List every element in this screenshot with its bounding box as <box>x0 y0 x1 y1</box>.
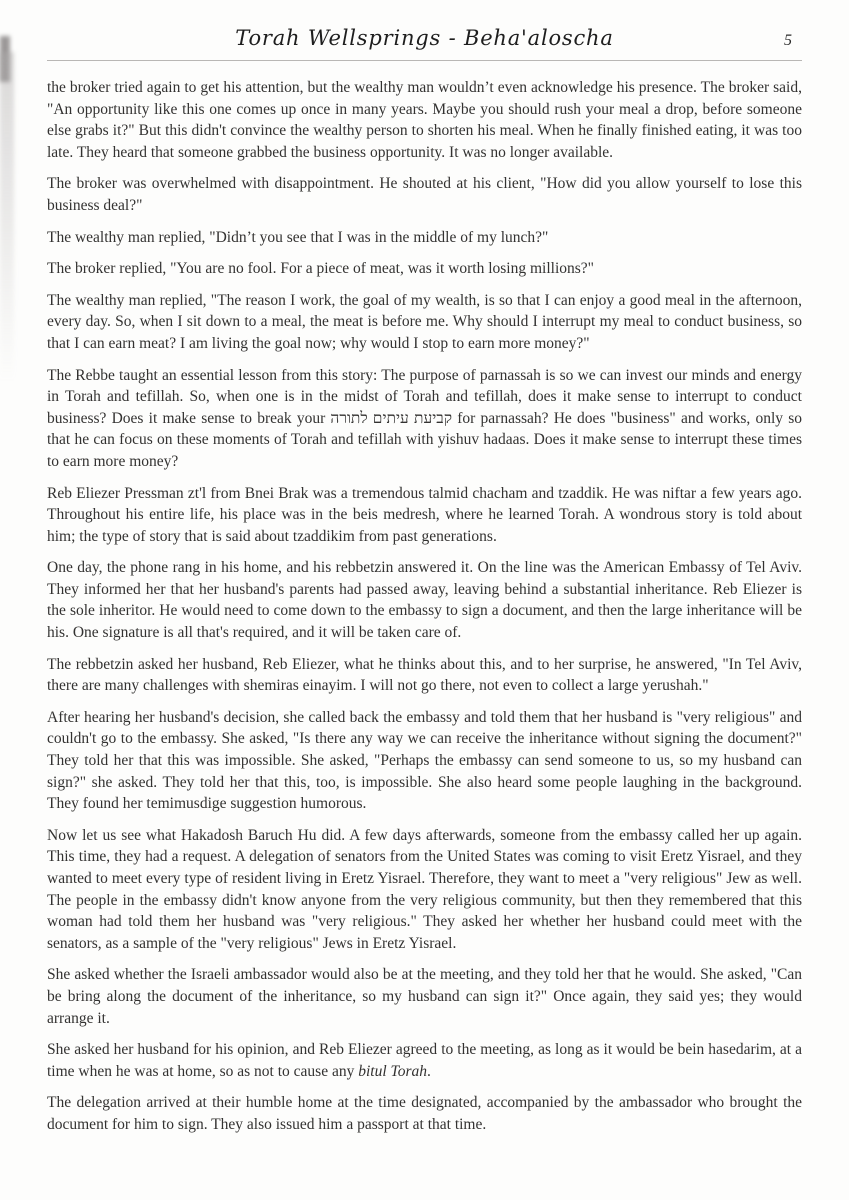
body-paragraph: The broker replied, "You are no fool. For a piece of meat, was it worth losing millions?" <box>47 260 595 278</box>
body-paragraph: Reb Eliezer Pressman zt'l from Bnei Brak was a tremendous talmid chacham and tzaddik. He was niftar a few years ago. Throughout his entire life, his place was in the beis medresh, where he learned Torah. A wondrous story is told about him; the type of story that is said about tzaddikim from past generations. <box>47 484 802 545</box>
document-body <box>47 77 802 1136</box>
body-paragraph: the broker tried again to get his attention, but the wealthy man wouldn’t even acknowledge his presence. The broker said, "An opportunity like this one comes up once in many years. Maybe you should rush your meal a drop, before someone else grabs it?" But this didn't convince the wealthy person to shorten his meal. When he finally finished eating, it was too late. They heard that someone grabbed the business opportunity. It was no longer available. <box>47 79 802 161</box>
body-paragraph: The broker was overwhelmed with disappointment. He shouted at his client, "How did you allow yourself to lose this business deal?" <box>47 175 802 214</box>
header-divider <box>47 60 802 61</box>
body-paragraph: Now let us see what Hakadosh Baruch Hu did. A few days afterwards, someone from the embassy called her up again. This time, they had a request. A delegation of senators from the United States was coming to visit Eretz Yisrael, and they wanted to meet every type of resident living in Eretz Yisrael. Therefore, they want to meet a "very religious" Jew as well. The people in the embassy didn't know anyone from the very religious community, but then they remembered that this woman had told them her husband was "very religious." They asked her whether her husband could meet with the senators, as a sample of the "very religious" Jews in Eretz Yisrael. <box>47 826 802 952</box>
paragraph-text: She asked her husband for his opinion, and Reb Eliezer agreed to the meeting, as long as it would be bein hasedarim, at a time when he was at home, so as not to cause any <box>47 1041 802 1080</box>
page-header <box>47 22 802 58</box>
body-paragraph <box>47 1039 802 1082</box>
paragraph-text: . <box>427 1062 431 1080</box>
page-number: 5 <box>784 32 792 49</box>
italic-phrase: bitul Torah <box>358 1062 427 1080</box>
body-paragraph: She asked whether the Israeli ambassador would also be at the meeting, and they told her that he would. She asked, "Can be bring along the document of the inheritance, so my husband can sign it?" Once again, they said yes; they would arrange it. <box>47 966 802 1027</box>
body-paragraph: The wealthy man replied, "The reason I work, the goal of my wealth, is so that I can enjoy a good meal in the afternoon, every day. So, when I sit down to a meal, the meat is before me. Why should I interrupt my meal to conduct business, so that I can earn meat? I am living the goal now; why would I stop to earn more money?" <box>47 291 802 352</box>
body-paragraph: The wealthy man replied, "Didn’t you see that I was in the middle of my lunch?" <box>47 228 549 246</box>
body-paragraph: The delegation arrived at their humble home at the time designated, accompanied by the ambassador who brought the document for him to sign. They also issued him a passport at that time. <box>47 1094 802 1133</box>
body-paragraph: One day, the phone rang in his home, and his rebbetzin answered it. On the line was the American Embassy of Tel Aviv. They informed her that her husband's parents had passed away, leaving behind a substantial inheritance. Reb Eliezer is the sole inheritor. He would need to come down to the embassy to sign a document, and then the large inheritance will be his. One signature is all that's required, and it will be taken care of. <box>47 559 802 642</box>
document-title: Torah Wellsprings - Beha'aloscha <box>235 26 614 50</box>
body-paragraph: After hearing her husband's decision, she called back the embassy and told them that her husband is "very religious" and couldn't go to the embassy. She asked, "Is there any way we can receive the inheritance without signing the document?" They told her that this was impossible. She asked, "Perhaps the embassy can send someone to us, so my husband can sign?" she asked. They told her that this, too, is impossible. She also heard some people laughing in the background. They found her temimusdige suggestion humorous. <box>47 708 802 813</box>
body-paragraph: The Rebbe taught an essential lesson from this story: The purpose of parnassah is so we can invest our minds and energy in Torah and tefillah. So, when one is in the midst of Torah and tefillah, does it make sense to interrupt to conduct business? Does it make sense to break your קביעת עיתים לתורה for parnassah? He does "business" and works, only so that he can focus on these moments of Torah and tefillah with yishuv hadaas. Does it make sense to interrupt these times to earn more money? <box>47 366 802 470</box>
body-paragraph: The rebbetzin asked her husband, Reb Eliezer, what he thinks about this, and to her surprise, he answered, "In Tel Aviv, there are many challenges with shemiras einayim. I will not go there, not even to collect a large yerushah." <box>47 655 802 695</box>
